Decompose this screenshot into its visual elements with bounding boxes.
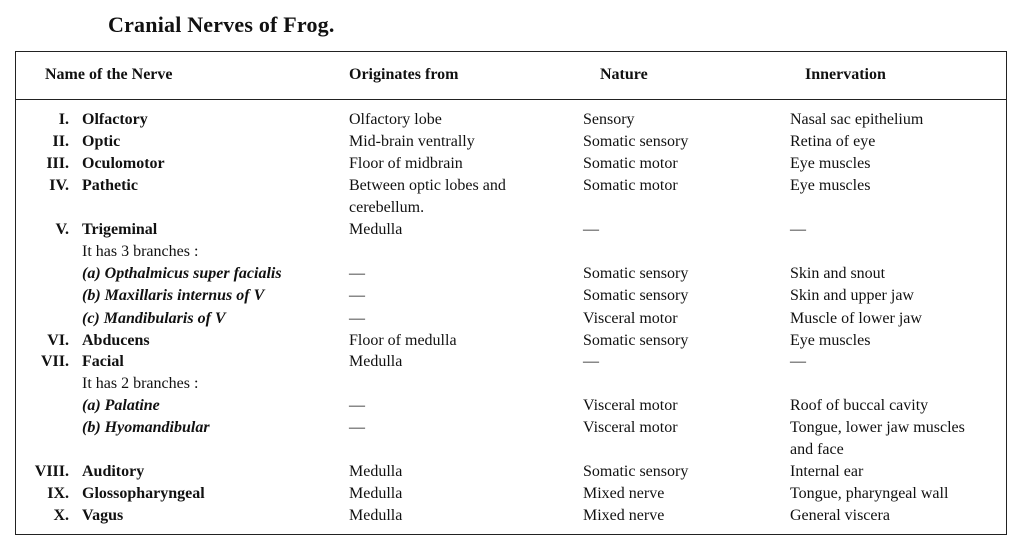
- table-row: [0, 353, 1024, 375]
- innervation-cell: Eye muscles: [790, 332, 871, 349]
- nature-cell: Visceral motor: [583, 397, 678, 414]
- table-row: [0, 111, 1024, 133]
- innervation-cell: General viscera: [790, 507, 890, 524]
- table-row: [0, 310, 1024, 332]
- nerve-number: I.: [58, 111, 69, 128]
- table-row: [0, 133, 1024, 155]
- table-row: [0, 463, 1024, 485]
- origin-cell: Medulla: [349, 507, 403, 524]
- nerve-name: Auditory: [82, 463, 145, 480]
- innervation-cell: Internal ear: [790, 463, 864, 480]
- table-row: [0, 332, 1024, 354]
- nerve-name: Optic: [82, 133, 121, 150]
- table-row: [0, 485, 1024, 507]
- nature-cell: Somatic sensory: [583, 332, 689, 349]
- header-divider: [15, 99, 1007, 100]
- nerve-name: Oculomotor: [82, 155, 165, 172]
- branch-note: It has 2 branches :: [82, 375, 199, 392]
- origin-cell: Mid-brain ventrally: [349, 133, 475, 150]
- nerve-name: Olfactory: [82, 111, 148, 128]
- nature-cell: Somatic motor: [583, 155, 678, 172]
- nerve-number: IV.: [49, 177, 69, 194]
- table-row: [0, 441, 1024, 463]
- origin-cell: —: [349, 397, 365, 414]
- innervation-cell: —: [790, 221, 806, 238]
- table-row: [0, 199, 1024, 221]
- nerve-number: V.: [55, 221, 69, 238]
- origin-cell: Olfactory lobe: [349, 111, 442, 128]
- nature-cell: —: [583, 221, 599, 238]
- nerve-number: II.: [52, 133, 69, 150]
- innervation-cell: Retina of eye: [790, 133, 876, 150]
- origin-cell: Medulla: [349, 463, 403, 480]
- header-name: Name of the Nerve: [45, 66, 173, 83]
- table-row: [0, 375, 1024, 397]
- nature-cell: Mixed nerve: [583, 485, 665, 502]
- table-row: [0, 177, 1024, 199]
- nature-cell: Sensory: [583, 111, 635, 128]
- innervation-cell: Skin and snout: [790, 265, 886, 282]
- table-row: [0, 243, 1024, 265]
- nature-cell: Somatic motor: [583, 177, 678, 194]
- origin-cell: Floor of medulla: [349, 332, 457, 349]
- innervation-cell: Skin and upper jaw: [790, 287, 914, 304]
- branch-name: (c) Mandibularis of V: [82, 310, 226, 327]
- header-innervation: Innervation: [805, 66, 886, 83]
- origin-cell: —: [349, 287, 365, 304]
- innervation-cell: Tongue, lower jaw muscles: [790, 419, 965, 436]
- nature-cell: —: [583, 353, 599, 370]
- origin-cell: Medulla: [349, 221, 403, 238]
- branch-name: (a) Opthalmicus super facialis: [82, 265, 282, 282]
- nature-cell: Somatic sensory: [583, 463, 689, 480]
- nerve-number: VI.: [47, 332, 69, 349]
- nature-cell: Somatic sensory: [583, 265, 689, 282]
- branch-name: (b) Hyomandibular: [82, 419, 210, 436]
- nature-cell: Somatic sensory: [583, 133, 689, 150]
- table-row: [0, 397, 1024, 419]
- table-row: [0, 155, 1024, 177]
- nerve-number: VII.: [40, 353, 69, 370]
- nerve-name: Pathetic: [82, 177, 138, 194]
- nerve-number: III.: [46, 155, 69, 172]
- origin-cell: Medulla: [349, 485, 403, 502]
- table-row: [0, 507, 1024, 529]
- origin-cell: —: [349, 419, 365, 436]
- innervation-cell: Tongue, pharyngeal wall: [790, 485, 949, 502]
- nature-cell: Somatic sensory: [583, 287, 689, 304]
- nerve-name: Facial: [82, 353, 124, 370]
- origin-cell: —: [349, 265, 365, 282]
- nature-cell: Visceral motor: [583, 310, 678, 327]
- origin-cell: Between optic lobes and: [349, 177, 506, 194]
- branch-note: It has 3 branches :: [82, 243, 199, 260]
- nerve-number: X.: [53, 507, 69, 524]
- innervation-cell: Eye muscles: [790, 177, 871, 194]
- nature-cell: Visceral motor: [583, 419, 678, 436]
- branch-name: (a) Palatine: [82, 397, 160, 414]
- innervation-cell: Roof of buccal cavity: [790, 397, 929, 414]
- nerve-number: VIII.: [34, 463, 69, 480]
- table-row: [0, 419, 1024, 441]
- nerve-name: Vagus: [82, 507, 124, 524]
- origin-cell: —: [349, 310, 365, 327]
- origin-cell: Floor of midbrain: [349, 155, 463, 172]
- innervation-cell: Eye muscles: [790, 155, 871, 172]
- innervation-cell: Nasal sac epithelium: [790, 111, 924, 128]
- header-nature: Nature: [600, 66, 648, 83]
- nerve-name: Glossopharyngeal: [82, 485, 205, 502]
- innervation-cell: and face: [790, 441, 844, 458]
- table-row: [0, 287, 1024, 309]
- origin-cell: cerebellum.: [349, 199, 425, 216]
- innervation-cell: —: [790, 353, 806, 370]
- nerve-name: Trigeminal: [82, 221, 158, 238]
- table-row: [0, 265, 1024, 287]
- nature-cell: Mixed nerve: [583, 507, 665, 524]
- page-title: Cranial Nerves of Frog.: [108, 12, 335, 37]
- header-origin: Originates from: [349, 66, 459, 83]
- nerve-number: IX.: [47, 485, 69, 502]
- origin-cell: Medulla: [349, 353, 403, 370]
- branch-name: (b) Maxillaris internus of V: [82, 287, 265, 304]
- innervation-cell: Muscle of lower jaw: [790, 310, 922, 327]
- table-row: [0, 221, 1024, 243]
- nerve-name: Abducens: [82, 332, 150, 349]
